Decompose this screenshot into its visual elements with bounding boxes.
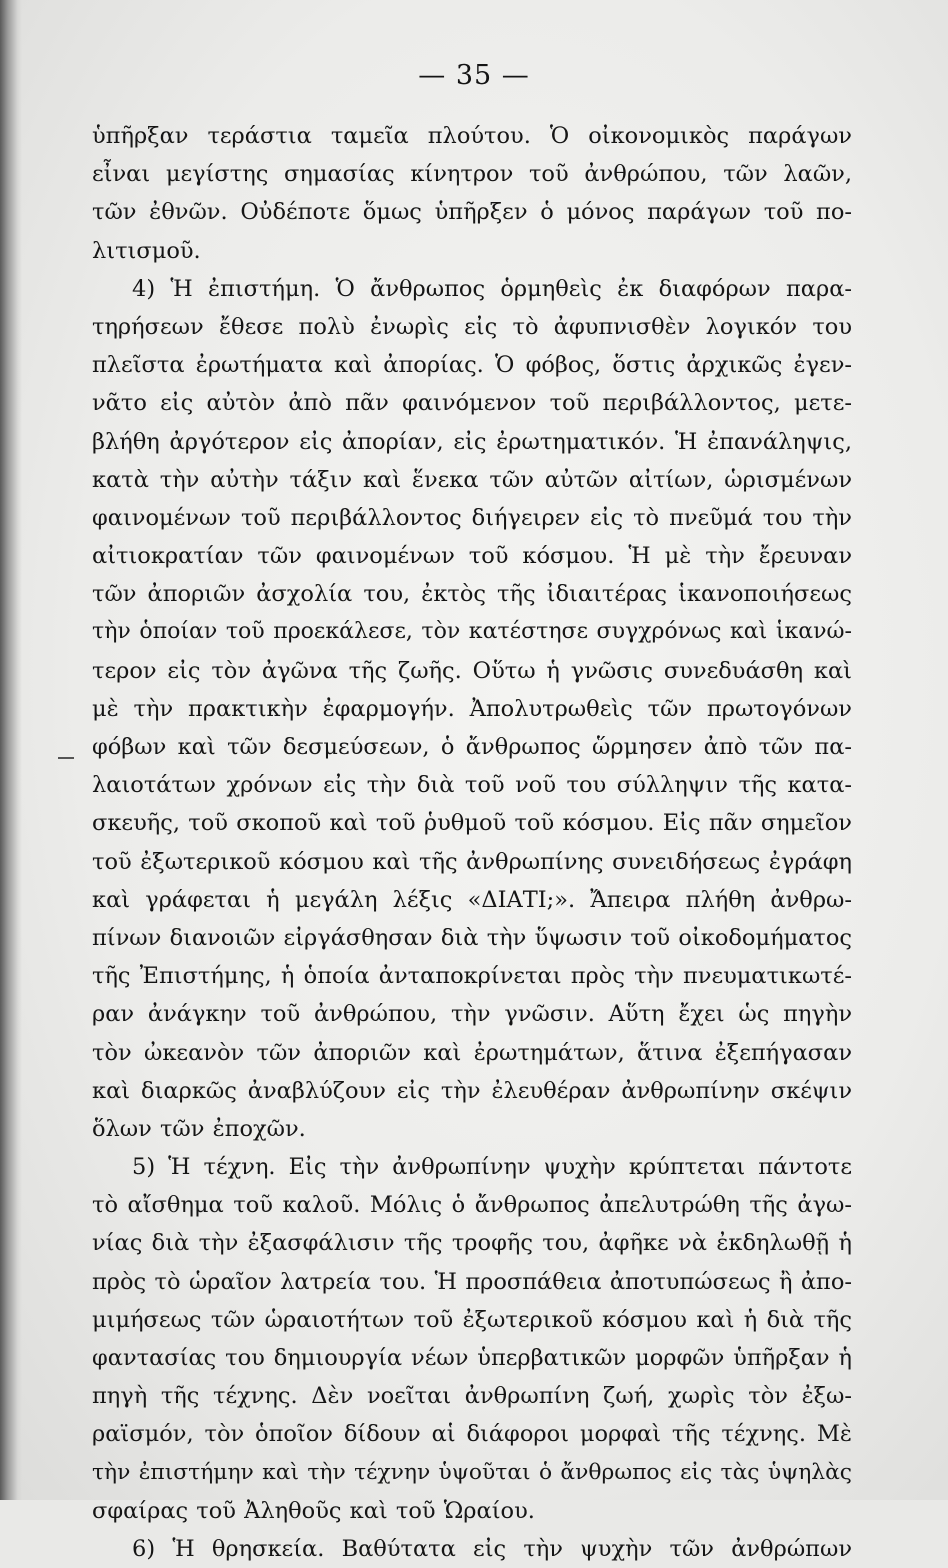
text-line: τερον εἰς τὸν ἀγῶνα τῆς ζωῆς. Οὕτω ἡ γνῶσις συνεδυάσθη καὶ [92,657,852,684]
text-line: τῶν ἐθνῶν. Οὐδέποτε ὅμως ὑπῆρξεν ὁ μόνος παράγων τοῦ πο- [92,199,852,226]
text-line: βλήθη ἀργότερον εἰς ἀπορίαν, εἰς ἐρωτηματικόν. Ἡ ἐπανάληψις, [92,428,852,455]
text-line: μὲ τὴν πρακτικὴν ἐφαρμογήν. Ἀπολυτρωθεὶς τῶν πρωτογόνων [92,695,852,722]
text-line: ὑπῆρξαν τεράστια ταμεῖα πλούτου. Ὁ οἰκονομικὸς παράγων [92,123,852,149]
text-line: 5) Ἡ τέχνη. Εἰς τὴν ἀνθρωπίνην ψυχὴν κρύπτεται πάντοτε [132,1154,852,1181]
page-number: — 35 — [418,60,530,91]
binding-shadow [0,0,22,1500]
text-line: 4) Ἡ ἐπιστήμη. Ὁ ἄνθρωπος ὁρμηθεὶς ἐκ διαφόρων παρα- [132,275,852,302]
text-line: πρὸς τὸ ὡραῖον λατρεία του. Ἡ προσπάθεια ἀποτυπώσεως ἢ ἀπο- [92,1268,852,1295]
text-line: λιτισμοῦ. [92,237,201,264]
text-line: σκευῆς, τοῦ σκοποῦ καὶ τοῦ ῥυθμοῦ τοῦ κόσμου. Εἰς πᾶν σημεῖον [92,810,852,837]
text-line: μιμήσεως τῶν ὡραιοτήτων τοῦ ἐξωτερικοῦ κόσμου καὶ ἡ διὰ τῆς [92,1306,852,1333]
text-line: καὶ γράφεται ἡ μεγάλη λέξις «ΔΙΑΤΙ;». Ἄπειρα πλήθη ἀνθρω- [92,886,852,913]
text-line: 6) Ἡ θρησκεία. Βαθύτατα εἰς τὴν ψυχὴν τῶν ἀνθρώπων [132,1535,852,1562]
text-line: καὶ διαρκῶς ἀναβλύζουν εἰς τὴν ἐλευθέραν ἀνθρωπίνην σκέψιν [92,1077,852,1104]
text-line: ραν ἀνάγκην τοῦ ἀνθρώπου, τὴν γνῶσιν. Αὕτη ἔχει ὡς πηγὴν [92,1001,852,1028]
text-line: τὴν ἐπιστήμην καὶ τὴν τέχνην ὑψοῦται ὁ ἄνθρωπος εἰς τὰς ὑψηλὰς [92,1459,852,1485]
text-line: αἰτιοκρατίαν τῶν φαινομένων τοῦ κόσμου. Ἡ μὲ τὴν ἔρευναν [92,543,852,570]
text-line: τῶν ἀποριῶν ἀσχολία του, ἐκτὸς τῆς ἰδιαιτέρας ἱκανοποιήσεως [92,581,852,608]
text-line: κατὰ τὴν αὐτὴν τάξιν καὶ ἕνεκα τῶν αὐτῶν αἰτίων, ὡρισμένων [92,466,852,493]
text-line: πλεῖστα ἐρωτήματα καὶ ἀπορίας. Ὁ φόβος, ὅστις ἀρχικῶς ἐγεν- [92,352,852,379]
text-line: τοῦ ἐξωτερικοῦ κόσμου καὶ τῆς ἀνθρωπίνης συνειδήσεως ἐγράφη [92,848,852,875]
margin-dash-mark [58,757,74,759]
text-line: νᾶτο εἰς αὐτὸν ἀπὸ πᾶν φαινόμενον τοῦ περιβάλλοντος, μετε- [92,390,852,417]
text-line: νίας διὰ τὴν ἐξασφάλισιν τῆς τροφῆς του, ἀφῆκε νὰ ἐκδηλωθῇ ἡ [92,1230,852,1257]
text-line: πηγὴ τῆς τέχνης. Δὲν νοεῖται ἀνθρωπίνη ζωή, χωρὶς τὸν ἐξω- [92,1383,852,1410]
text-line: εἶναι μεγίστης σημασίας κίνητρον τοῦ ἀνθρώπου, τῶν λαῶν, [92,161,852,188]
text-line: φόβων καὶ τῶν δεσμεύσεων, ὁ ἄνθρωπος ὥρμησεν ἀπὸ τῶν πα- [92,734,852,760]
text-line: τῆς Ἐπιστήμης, ἡ ὁποία ἀνταποκρίνεται πρὸς τὴν πνευματικωτέ- [92,963,852,990]
text-line: ραϊσμόν, τὸν ὁποῖον δίδουν αἱ διάφοροι μορφαὶ τῆς τέχνης. Μὲ [92,1421,852,1448]
text-line: σφαίρας τοῦ Ἀληθοῦς καὶ τοῦ Ὡραίου. [92,1497,535,1524]
text-line: τὸν ὠκεανὸν τῶν ἀποριῶν καὶ ἐρωτημάτων, ἅτινα ἐξεπήγασαν [92,1039,852,1066]
text-line: φαντασίας του δημιουργία νέων ὑπερβατικῶν μορφῶν ὑπῆρξαν ἡ [92,1345,852,1371]
text-line: τὸ αἴσθημα τοῦ καλοῦ. Μόλις ὁ ἄνθρωπος ἀπελυτρώθη τῆς ἀγω- [92,1192,852,1219]
text-line: τὴν ὁποίαν τοῦ προεκάλεσε, τὸν κατέστησε συγχρόνως καὶ ἱκανώ- [92,619,852,645]
text-line: τηρήσεων ἔθεσε πολὺ ἐνωρὶς εἰς τὸ ἀφυπνισθὲν λογικόν του [92,313,852,340]
body-text [92,117,852,1568]
text-line: φαινομένων τοῦ περιβάλλοντος διήγειρεν εἰς τὸ πνεῦμά του τὴν [92,504,852,531]
text-line: λαιοτάτων χρόνων εἰς τὴν διὰ τοῦ νοῦ του σύλληψιν τῆς κατα- [92,772,852,799]
text-line: πίνων διανοιῶν εἰργάσθησαν διὰ τὴν ὕψωσιν τοῦ οἰκοδομήματος [92,924,852,951]
text-line: ὅλων τῶν ἐποχῶν. [92,1115,306,1142]
